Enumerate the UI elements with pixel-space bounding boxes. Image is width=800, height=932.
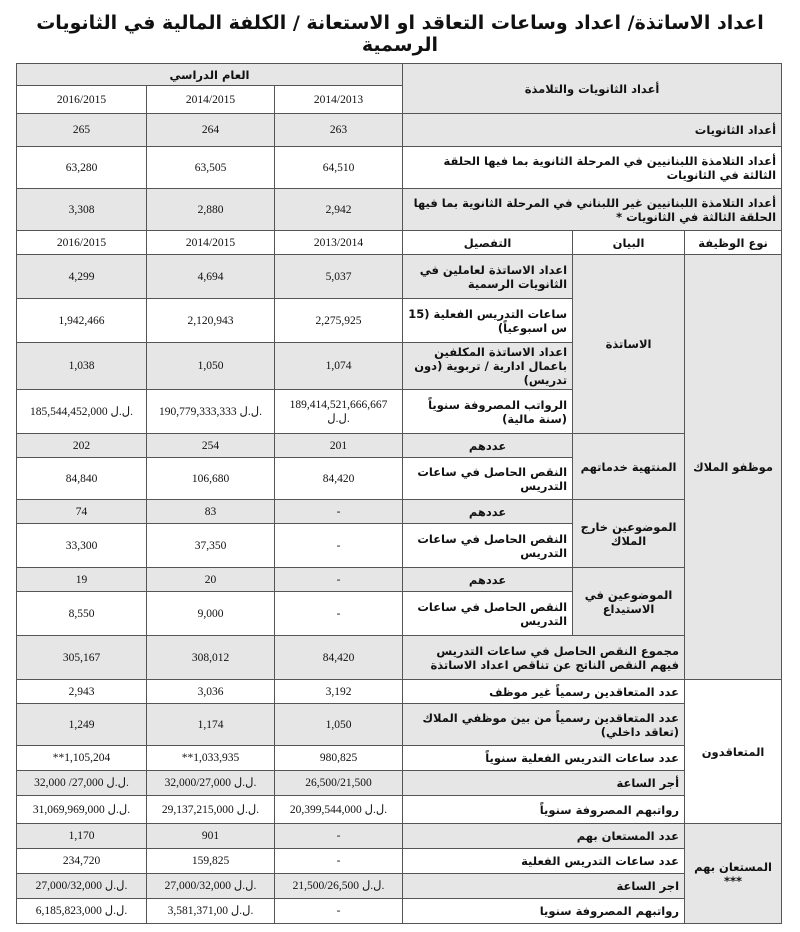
detail-label: الرواتب المصروفة سنوياً (سنة مالية) [403, 390, 573, 434]
table-cell: 64,510 [275, 147, 403, 189]
table-cell: 32,000 /27,000 ل.ل. [17, 771, 147, 796]
year-header: 2014/2015 [147, 86, 275, 114]
table-cell: **1,033,935 [147, 746, 275, 771]
year-header: 2013/2014 [275, 231, 403, 255]
detail-label: أجر الساعة [403, 771, 685, 796]
table-cell: 901 [147, 824, 275, 849]
table-cell: 106,680 [147, 458, 275, 500]
costs-table [16, 63, 782, 924]
assisted-label [685, 824, 782, 924]
detail-header: التفصيل [403, 231, 573, 255]
total-shortage-label: مجموع النقص الحاصل في ساعات التدريس فيهم النقص الناتج عن تناقص اعداد الاساتذة [403, 636, 685, 680]
detail-label: ساعات التدريس الفعلية (15 س اسبوعياً) [403, 299, 573, 343]
table-cell: 83 [147, 500, 275, 524]
table-cell: 74 [17, 500, 147, 524]
table-cell: 265 [17, 114, 147, 147]
group-label: الموضوعين في الاستيداع [573, 568, 685, 636]
detail-label: رواتبهم المصروفة سنوياً [403, 796, 685, 824]
page-title: اعداد الاساتذة/ اعداد وساعات التعاقد او الاستعانة / الكلفة المالية في الثانويات الرسمية [36, 12, 764, 56]
table-cell: 4,299 [17, 255, 147, 299]
table-cell: 33,300 [17, 524, 147, 568]
table-cell: 63,505 [147, 147, 275, 189]
table-cell: 3,581,371,00 ل.ل. [147, 899, 275, 924]
count-label: عددهم [403, 434, 573, 458]
year-header: 2016/2015 [17, 86, 147, 114]
detail-label: عدد ساعات التدريس الفعلية سنوياً [403, 746, 685, 771]
staff-label: موظفو الملاك [685, 255, 782, 680]
table-cell: 1,170 [17, 824, 147, 849]
table-cell: 190,779,333,333 ل.ل. [147, 390, 275, 434]
section-header: أعداد الثانويات والتلامذة [403, 64, 782, 114]
table-cell: 1,050 [275, 704, 403, 746]
table-cell: 185,544,452,000 ل.ل. [17, 390, 147, 434]
table-cell: **1,105,204 [17, 746, 147, 771]
table-cell: 201 [275, 434, 403, 458]
table-cell: 84,420 [275, 636, 403, 680]
table-cell: 263 [275, 114, 403, 147]
table-cell: 26,500/21,500 [275, 771, 403, 796]
detail-label: عدد ساعات التدريس الفعلية [403, 849, 685, 874]
assisted-note: *** [724, 873, 743, 888]
shortage-label: النقص الحاصل في ساعات التدريس [403, 524, 573, 568]
row-label: أعداد التلامذة اللبنانيين في المرحلة الثانوية بما فيها الحلقة الثالثة في الثانويات [403, 147, 782, 189]
table-cell: - [275, 592, 403, 636]
table-cell: 2,942 [275, 189, 403, 231]
table-cell: - [275, 524, 403, 568]
table-cell: 159,825 [147, 849, 275, 874]
table-cell: 202 [17, 434, 147, 458]
table-cell: 84,840 [17, 458, 147, 500]
year-header: 2014/2015 [147, 231, 275, 255]
row-label: أعداد التلامذة اللبنانيين غير اللبناني في المرحلة الثانوية بما فيها الحلقة الثالثة في الثانويات * [403, 189, 782, 231]
detail-label: عدد المتعاقدين رسمياً غير موظف [403, 680, 685, 704]
academic-year-header: العام الدراسي [17, 64, 403, 86]
row-label: أعداد الثانويات [403, 114, 782, 147]
count-label: عددهم [403, 568, 573, 592]
table-cell: 3,036 [147, 680, 275, 704]
count-label: عددهم [403, 500, 573, 524]
table-cell: 5,037 [275, 255, 403, 299]
shortage-label: النقص الحاصل في ساعات التدريس [403, 592, 573, 636]
table-cell: 2,943 [17, 680, 147, 704]
table-cell: - [275, 500, 403, 524]
shortage-label: النقص الحاصل في ساعات التدريس [403, 458, 573, 500]
table-cell: 4,694 [147, 255, 275, 299]
table-cell: 2,275,925 [275, 299, 403, 343]
table-cell: 19 [17, 568, 147, 592]
table-cell: 254 [147, 434, 275, 458]
table-cell: 84,420 [275, 458, 403, 500]
table-cell: 27,000/32,000 ل.ل. [147, 874, 275, 899]
table-cell: 32,000/27,000 ل.ل. [147, 771, 275, 796]
detail-label: عدد المتعاقدين رسمياً من بين موظفي الملاك (تعاقد داخلي) [403, 704, 685, 746]
table-cell: - [275, 568, 403, 592]
table-cell: 29,137,215,000 ل.ل. [147, 796, 275, 824]
table-cell: 264 [147, 114, 275, 147]
job-type-header: نوع الوظيفة [685, 231, 782, 255]
table-cell: 305,167 [17, 636, 147, 680]
table-cell: 189,414,521,666,667 ل.ل. [275, 390, 403, 434]
table-cell: 20,399,544,000 ل.ل. [275, 796, 403, 824]
contractors-label: المتعاقدون [685, 680, 782, 824]
table-cell: - [275, 824, 403, 849]
year-header: 2014/2013 [275, 86, 403, 114]
table-cell: 1,942,466 [17, 299, 147, 343]
table-cell: 31,069,969,000 ل.ل. [17, 796, 147, 824]
assisted-title: المستعان بهم [694, 859, 773, 874]
table-cell: 3,192 [275, 680, 403, 704]
table-cell: 980,825 [275, 746, 403, 771]
table-cell: 21,500/26,500 ل.ل. [275, 874, 403, 899]
table-cell: 234,720 [17, 849, 147, 874]
year-header: 2016/2015 [17, 231, 147, 255]
table-cell: 8,550 [17, 592, 147, 636]
table-cell: 308,012 [147, 636, 275, 680]
table-cell: 37,350 [147, 524, 275, 568]
table-cell: - [275, 849, 403, 874]
detail-label: رواتبهم المصروفة سنويا [403, 899, 685, 924]
table-cell: 3,308 [17, 189, 147, 231]
table-cell: - [275, 899, 403, 924]
detail-label: عدد المستعان بهم [403, 824, 685, 849]
table-cell: 1,038 [17, 343, 147, 390]
group-label: المنتهية خدماتهم [573, 434, 685, 500]
teachers-label: الاساتذة [573, 255, 685, 434]
detail-label: اجر الساعة [403, 874, 685, 899]
table-cell: 9,000 [147, 592, 275, 636]
table-cell: 63,280 [17, 147, 147, 189]
detail-label: اعداد الاساتذة لعاملين في الثانويات الرسمية [403, 255, 573, 299]
detail-label: اعداد الاساتذة المكلفين باعمال ادارية / تربوية (دون تدريس) [403, 343, 573, 390]
table-cell: 2,120,943 [147, 299, 275, 343]
statement-header: البيان [573, 231, 685, 255]
table-cell: 6,185,823,000 ل.ل. [17, 899, 147, 924]
table-cell: 1,074 [275, 343, 403, 390]
group-label: الموضوعين خارج الملاك [573, 500, 685, 568]
table-cell: 27,000/32,000 ل.ل. [17, 874, 147, 899]
table-cell: 1,050 [147, 343, 275, 390]
table-cell: 2,880 [147, 189, 275, 231]
table-cell: 1,249 [17, 704, 147, 746]
table-cell: 1,174 [147, 704, 275, 746]
table-cell: 20 [147, 568, 275, 592]
